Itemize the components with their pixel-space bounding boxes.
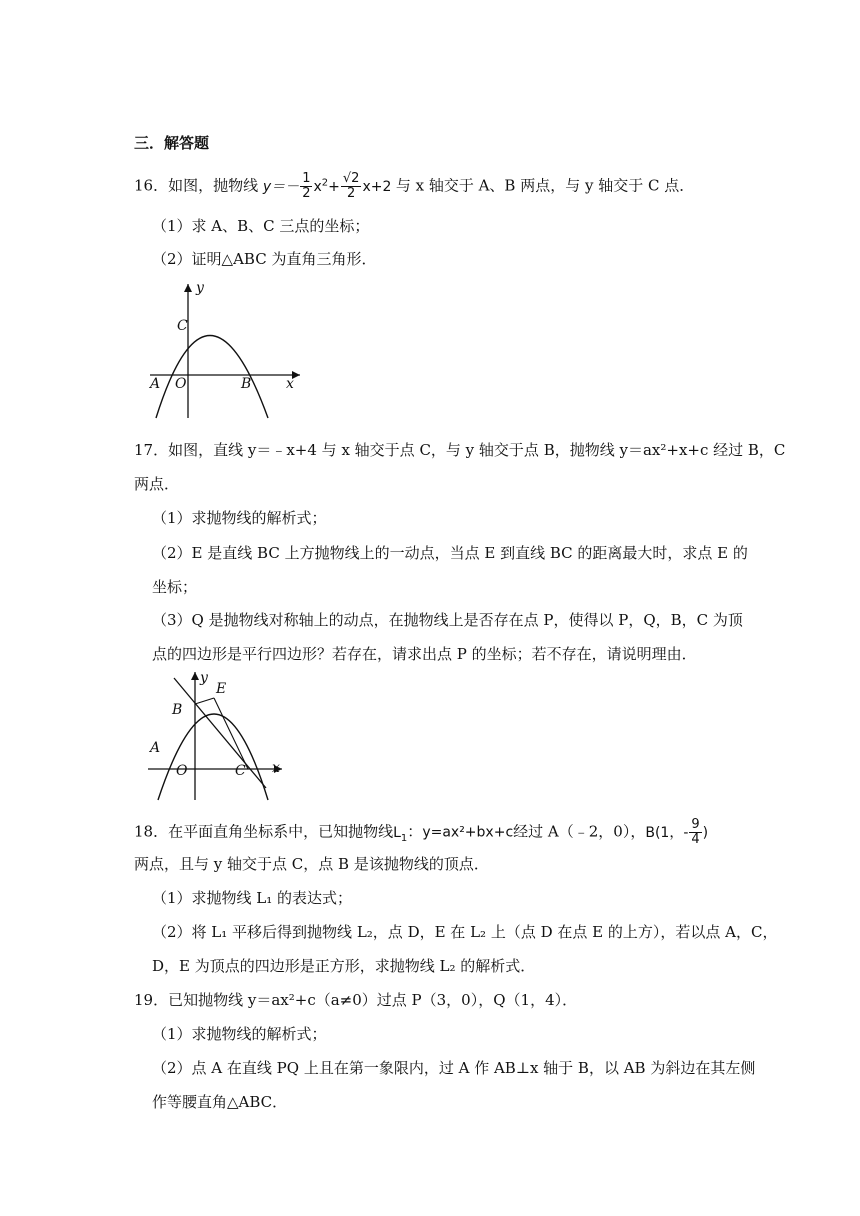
q17-part3b: 点的四边形是平行四边形？若存在，请求出点 P 的坐标；若不存在，请说明理由． — [152, 645, 697, 663]
q16-number: 16． — [134, 176, 169, 195]
q18-point-B: B(1，- $\frac{9}{4}$ ) — [645, 817, 709, 847]
q16-intro: 如图，抛物线 — [168, 176, 259, 195]
q18-number: 18． — [134, 822, 169, 841]
q17-line2: 两点． — [134, 475, 180, 493]
q16-label-y: y — [196, 280, 204, 296]
q19-part2b: 作等腰直角△ABC． — [152, 1093, 288, 1111]
q17-text1: 如图，直线 y＝﹣x+4 与 x 轴交于点 C，与 y 轴交于点 B，抛物线 y＝ax²+x+c 经过 B，C — [168, 441, 786, 459]
q16-figure — [140, 278, 310, 423]
q18-part2a: （2）将 L₁ 平移后得到抛物线 L₂，点 D，E 在 L₂ 上（点 D 在点 E 的上方），若以点 A，C， — [152, 923, 778, 941]
q16-label-x: x — [286, 376, 294, 392]
q18-L1: $L_1$ — [393, 824, 408, 844]
q16-frac2: $\frac{√2}{2}$ — [342, 171, 360, 201]
section-title: 三．解答题 — [134, 134, 210, 152]
q17-label-B: B — [172, 702, 183, 718]
q17-figure — [140, 668, 290, 803]
q17-label-C: C — [235, 763, 246, 779]
q16-stem — [134, 172, 694, 201]
q16-label-B: B — [241, 376, 252, 392]
q17-part3a: （3）Q 是抛物线对称轴上的动点，在抛物线上是否存在点 P，使得以 P，Q，B，C 为顶 — [152, 611, 743, 629]
q19-part1: （1）求抛物线的解析式； — [152, 1025, 327, 1043]
q17-label-O: O — [176, 763, 188, 779]
q17-label-E: E — [216, 681, 227, 697]
q19-line1 — [134, 990, 577, 1010]
q16-label-A: A — [150, 376, 161, 392]
q16-frac1: $\frac{1}{2}$ — [302, 171, 311, 201]
q19-text1: 已知抛物线 y＝ax²+c（a≠0）过点 P（3，0），Q（1，4）． — [168, 991, 578, 1009]
q19-number: 19． — [134, 991, 169, 1009]
q18-part2b: D，E 为顶点的四边形是正方形，求抛物线 L₂ 的解析式． — [152, 957, 536, 975]
q18-pass: 经过 A（﹣2，0）， — [513, 822, 646, 841]
q18-line2: 两点，且与 y 轴交于点 C，点 B 是该抛物线的顶点． — [134, 855, 489, 873]
q17-part2a: （2）E 是直线 BC 上方抛物线上的一动点，当点 E 到直线 BC 的距离最大时，求点 E 的 — [152, 544, 748, 562]
q16-formula: y＝－ $\frac{1}{2}$ $x^2+$ $\frac{√2}{2}$ x+2 — [262, 171, 392, 201]
q19-part2a: （2）点 A 在直线 PQ 上且在第一象限内，过 A 作 AB⊥x 轴于 B，以 AB 为斜边在其左侧 — [152, 1059, 756, 1077]
q18-part1: （1）求抛物线 L₁ 的表达式； — [152, 889, 353, 907]
q17-part1: （1）求抛物线的解析式； — [152, 509, 327, 527]
q16-part2: （2）证明△ABC 为直角三角形． — [152, 250, 377, 268]
q16-rest: 与 x 轴交于 A、B 两点，与 y 轴交于 C 点． — [395, 176, 695, 195]
q17-part2b: 坐标； — [152, 578, 198, 596]
q17-number: 17． — [134, 441, 169, 459]
q18-intro: 在平面直角坐标系中，已知抛物线 — [168, 822, 394, 841]
q17-line1 — [134, 440, 785, 460]
q17-label-A: A — [150, 740, 161, 756]
q18-formula: y=ax²+bx+c — [422, 824, 514, 841]
q17-label-x: x — [272, 760, 280, 776]
q16-label-O: O — [175, 376, 187, 392]
q17-label-y: y — [200, 670, 208, 686]
q16-part1: （1）求 A、B、C 三点的坐标； — [152, 217, 370, 235]
q18-line1: 18．在平面直角坐标系中，已知抛物线$L_1$：y=ax²+bx+c经过 A（﹣2，0），B(1，- $\frac{9}{4}$ ) — [134, 817, 709, 847]
q16-label-C: C — [177, 318, 188, 334]
